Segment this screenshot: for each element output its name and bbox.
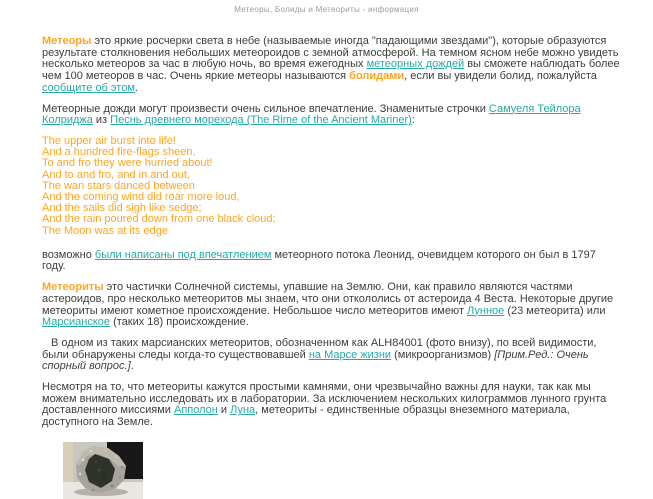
poem-line: And the rain poured down from one black cloud;: [42, 213, 276, 226]
page-title: Метеоры, Болиды и Метеориты - информация: [234, 5, 419, 14]
paragraph-meteors: [42, 36, 622, 95]
paragraph-meteorites: [42, 282, 622, 329]
text-link[interactable]: Самуеля Тейлора Колриджа: [42, 102, 581, 127]
text-segment: из: [92, 114, 111, 127]
text-segment: .: [130, 360, 134, 373]
text-link[interactable]: были написаны под впечатлением: [94, 248, 272, 261]
meteorite-photo: [63, 442, 143, 499]
poem-quote: [42, 136, 622, 237]
paragraph-meteor-showers: [42, 104, 622, 127]
text-segment: (23 метеорита) или: [504, 304, 606, 317]
text-segment: вы сможете наблюдать более чем 100 метеоров в час. Очень яркие метеоры называются: [42, 58, 620, 83]
poem-line: And a hundred fire-flags sheen,: [42, 146, 196, 159]
poem-line: And the sails did sigh like sedge;: [42, 202, 202, 215]
article-body: [42, 36, 622, 499]
text-segment: возможно: [42, 248, 95, 261]
text-segment: Метеориты: [42, 281, 104, 294]
text-segment: [Прим.Ред.: Очень спорный вопрос.]: [42, 348, 589, 373]
text-segment: это яркие росчерки света в небе (называемые иногда "падающими звездами"), которые образуются результате столкновения небольших метеороидов с земной атмосферой. На темном ясном небе можно увидеть несколько метеоров за час в любую ночь, во время ежегодных: [42, 35, 619, 71]
paragraph-leonids: [42, 250, 622, 273]
text-link[interactable]: Песнь древнего морехода (The Rime of the Ancient Mariner): [110, 114, 412, 127]
text-segment: , метеориты - единственные образцы внеземного материала, доступного на Земле.: [42, 404, 570, 429]
text-segment: .: [134, 81, 138, 94]
text-link[interactable]: Луна: [230, 404, 256, 417]
text-segment: (таких 18) происхождение.: [110, 316, 249, 329]
text-link[interactable]: Марсианское: [42, 316, 111, 329]
text-segment: метеорного потока Леонид, очевидцем которого он был в 1797 году.: [42, 248, 596, 273]
text-segment: :: [411, 114, 415, 127]
poem-line: The wan stars danced between: [42, 179, 195, 192]
text-link[interactable]: Апполон: [173, 404, 218, 417]
text-segment: и: [217, 404, 231, 417]
paragraph-alh84001: [42, 338, 622, 373]
text-segment: Метеоры: [42, 35, 92, 47]
paragraph-science-value: [42, 382, 622, 429]
poem-line: The upper air burst into life!: [42, 134, 176, 147]
text-segment: Несмотря на то, что метеориты кажутся простыми камнями, они чрезвычайно важны для науки, так как мы можем внимательно исследовать их в лаборатории. За исключением нескольких килограммов лунного грунта доставленного миссиями: [42, 381, 607, 417]
poem-line: To and fro they were hurried about!: [42, 157, 213, 170]
text-link[interactable]: сообщите об этом: [42, 81, 135, 94]
poem-line: And to and fro, and in and out,: [42, 168, 191, 181]
poem-line: And the coming wind did roar more loud,: [42, 190, 240, 203]
text-segment: В одном из таких марсианских метеоритов, обозначенном как ALH84001 (фото внизу), по всей видимости, были обнаружены следы когда-то существовавшей: [42, 336, 597, 361]
text-segment: , если вы увидели болид, пожалуйста: [404, 70, 597, 83]
text-segment: (микроорганизмов): [391, 348, 495, 361]
text-segment: это частички Солнечной системы, упавшие на Землю. Они, как правило являются частями астероидов, про несколько метеоритов мы знаем, что они откололись от астероида 4 Веста. Некоторые другие метеориты имеют кометное происхождение. Небольшое число метеоритов имеют: [42, 281, 614, 317]
text-link[interactable]: Лунное: [467, 304, 505, 317]
text-link[interactable]: метеорных дождей: [366, 58, 465, 71]
text-segment: Метеорные дожди могут произвести очень сильное впечатление. Знаменитые строчки: [42, 102, 489, 115]
text-link[interactable]: на Марсе жизни: [308, 348, 392, 361]
text-segment: болидами: [349, 70, 405, 83]
meteorite-photo-image: [63, 442, 143, 499]
poem-line: The Moon was at its edge: [42, 224, 168, 237]
